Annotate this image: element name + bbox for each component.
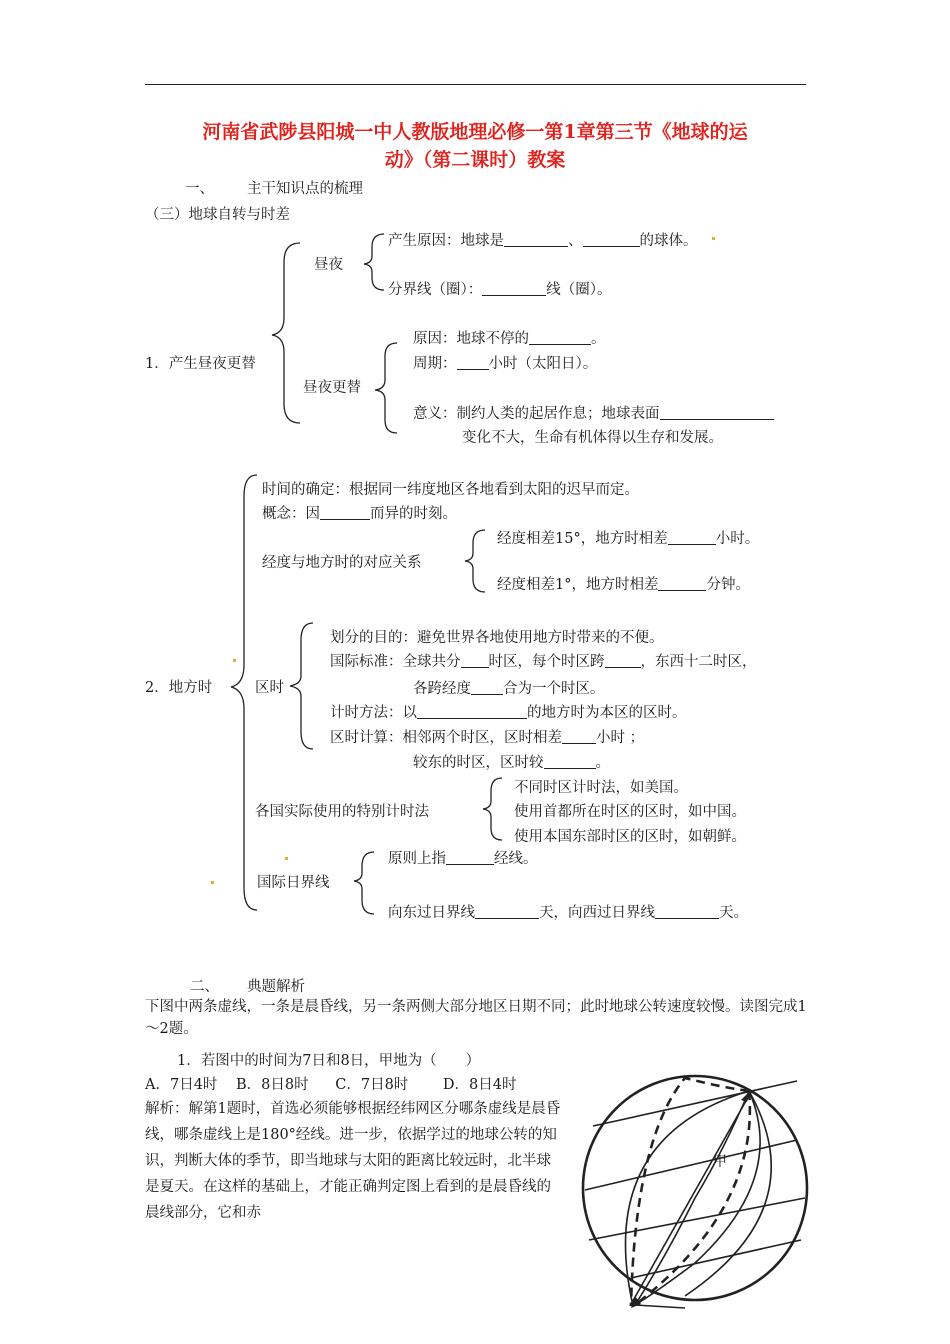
date-line-crossing: 向东过日界线 天，向西过日界线 天。 [388, 905, 748, 921]
point-jia-label: 甲 [713, 1154, 727, 1170]
special-item-3: 使用本国东部时区的区时，如朝鲜。 [514, 829, 746, 845]
option-d[interactable]: D．8日4时 [442, 1077, 517, 1093]
date-line-label: 国际日界线 [257, 875, 330, 891]
scan-dot [285, 857, 288, 860]
purpose-line: 划分的目的：避免世界各地使用地方时带来的不便。 [330, 630, 664, 646]
latitude-line [589, 1198, 805, 1240]
answer-blank[interactable] [471, 680, 503, 695]
analysis-text: 解析：解第1题时，首选必须能够根据经纬网区分哪条虚线是晨昏线，哪条虚线上是180°经线。进一步，依据学过的地球公转的知识，判断大体的季节，即当地球与太阳的距离比较远时，北半球是夏天。在这样的基础上，才能正确判定图上看到的是晨昏线的晨线部分，它和赤 [145, 1101, 561, 1221]
option-b[interactable]: B．8日8时 [236, 1077, 309, 1093]
section1-heading: 主干知识点的梳理 [247, 181, 363, 197]
standard-line: 国际标准：全球共分 时区，每个时区跨 ，东西十二时区， [330, 654, 757, 670]
block2-label: 2．地方时 [145, 680, 213, 696]
answer-blank[interactable] [446, 850, 494, 865]
answer-blank[interactable] [417, 704, 527, 719]
latitude-line [593, 1081, 797, 1126]
brace-special [483, 778, 502, 840]
cause-line: 产生原因：地球是 、 的球体。 [388, 233, 698, 249]
option-a[interactable]: A．7日4时 [145, 1077, 218, 1093]
relation-15-line: 经度相差15°，地方时相差 小时。 [497, 531, 760, 547]
standard-line-2: 各跨经度 合为一个时区。 [413, 681, 605, 697]
special-item-2: 使用首都所在时区的区时，如中国。 [514, 804, 746, 820]
answer-blank[interactable] [658, 576, 706, 591]
answer-blank[interactable] [583, 232, 640, 247]
answer-blank[interactable] [529, 330, 591, 345]
method-line: 计时方法：以 的地方时为本区的区时。 [330, 705, 687, 721]
alternation-label: 昼夜更替 [303, 380, 361, 396]
answer-blank[interactable] [461, 653, 489, 668]
problem-intro: 下图中两条虚线，一条是晨昏线，另一条两侧大部分地区日期不同；此时地球公转速度较慢。读图完成1～2题。 [145, 999, 807, 1037]
reason-line: 原因：地球不停的 。 [413, 331, 606, 347]
brace-alternation [375, 343, 397, 433]
brace-block1-main [272, 243, 300, 423]
date-line-principle: 原则上指 经线。 [388, 851, 538, 867]
answer-blank[interactable] [660, 405, 774, 420]
day-night-label: 昼夜 [314, 257, 343, 273]
answer-blank[interactable] [668, 530, 716, 545]
longitude-relation-label: 经度与地方时的对应关系 [262, 555, 422, 571]
answer-options [145, 1073, 516, 1094]
period-line: 周期： 小时（太阳日）。 [413, 356, 598, 372]
section2-heading: 典题解析 [247, 979, 305, 995]
answer-blank[interactable] [475, 904, 539, 919]
meaning-line: 意义：制约人类的起居作息；地球表面 [413, 402, 774, 423]
time-determination: 时间的确定：根据同一纬度地区各地看到太阳的迟早而定。 [262, 482, 639, 498]
calc-line-2: 较东的时区，区时较 。 [413, 755, 610, 771]
section1-number: 一、 [185, 181, 214, 197]
brace-day-night [364, 234, 384, 290]
answer-blank[interactable] [605, 653, 641, 668]
globe-figure [575, 1058, 815, 1318]
option-c[interactable]: C．7日8时 [335, 1077, 409, 1093]
special-timekeeping-label: 各国实际使用的特别计时法 [255, 804, 429, 820]
answer-blank[interactable] [562, 729, 596, 744]
title-line-1: 河南省武陟县阳城一中人教版地理必修一第1章第三节《地球的运 [202, 121, 748, 143]
answer-blank[interactable] [504, 232, 568, 247]
answer-blank[interactable] [457, 355, 489, 370]
scan-dot [233, 659, 236, 662]
answer-blank[interactable] [320, 505, 370, 520]
brace-longitude [465, 530, 485, 592]
brace-idl [354, 852, 374, 914]
calc-line: 区时计算：相邻两个时区，区时相差 小时 ； [330, 730, 645, 746]
globe-outline [583, 1076, 807, 1300]
relation-1-line: 经度相差1°，地方时相差 分钟。 [497, 577, 750, 593]
meridian-line [625, 1091, 749, 1306]
block1-label: 1．产生昼夜更替 [145, 356, 256, 372]
scan-dot [211, 881, 214, 884]
subsection-heading: （三）地球自转与时差 [145, 207, 290, 223]
meaning-line-2: 变化不大，生命有机体得以生存和发展。 [462, 430, 723, 446]
meridian-line [635, 1305, 685, 1308]
answer-blank[interactable] [544, 754, 596, 769]
scan-dot [712, 237, 715, 240]
special-item-1: 不同时区计时法，如美国。 [514, 780, 688, 796]
axis-line [630, 1092, 751, 1306]
question-1: 1．若图中的时间为7日和8日，甲地为（ ） [177, 1053, 481, 1069]
answer-blank[interactable] [482, 281, 546, 296]
latitude-line [585, 1140, 797, 1190]
brace-block2-main [231, 475, 257, 910]
answer-blank[interactable] [655, 904, 719, 919]
brace-zone [290, 623, 313, 749]
zone-time-label: 区时 [255, 680, 284, 696]
title-line-2: 动》（第二课时）教案 [384, 149, 566, 171]
graticule [585, 1081, 805, 1308]
concept-line: 概念：因 而异的时刻。 [262, 506, 457, 522]
boundary-line: 分界线（圈）： 线（圈）。 [388, 282, 612, 298]
section2-number: 二、 [190, 979, 219, 995]
